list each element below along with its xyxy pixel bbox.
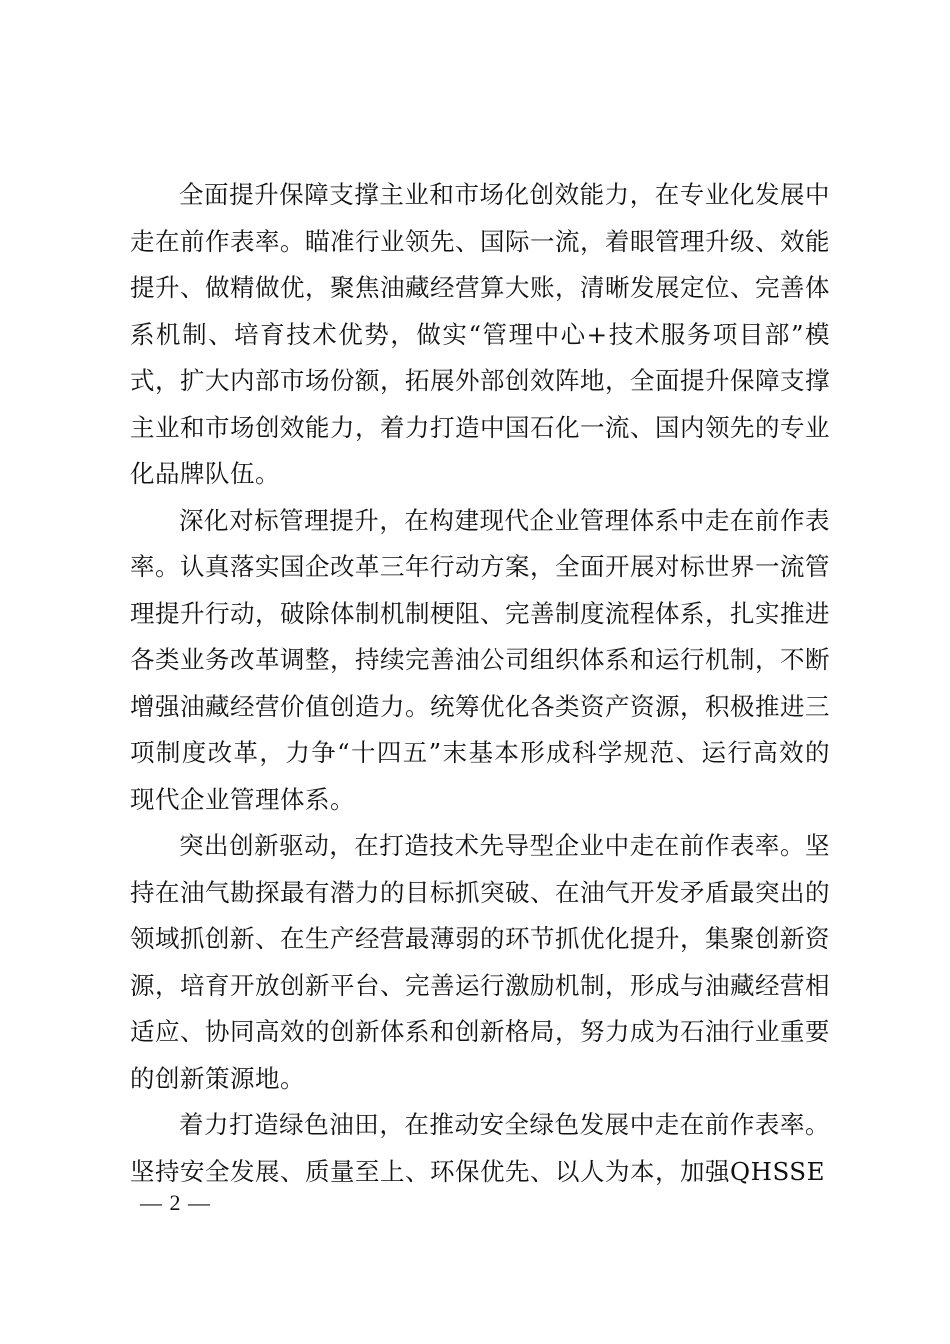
paragraph-green-oilfield: 着力打造绿色油田，在推动安全绿色发展中走在前作表率。坚持安全发展、质量至上、环保优先、以人为本，加强QHSSE bbox=[130, 1110, 830, 1186]
paragraph-innovation: 突出创新驱动，在打造技术先导型企业中走在前作表率。坚持在油气勘探最有潜力的目标抓突破、在油气开发矛盾最突出的领域抓创新、在生产经营最薄弱的环节抓优化提升，集聚创新资源，培育开放创新平台、完善运行激励机制，形成与油藏经营相适应、协同高效的创新体系和创新格局，努力成为石油行业重要的创新策源地。 bbox=[130, 831, 830, 1093]
document-body bbox=[130, 172, 830, 1195]
page-number: — 2 — bbox=[140, 1190, 211, 1215]
paragraph-management-system: 深化对标管理提升，在构建现代企业管理体系中走在前作表率。认真落实国企改革三年行动方案，全面开展对标世界一流管理提升行动，破除体制机制梗阻、完善制度流程体系，扎实推进各类业务改革调整，持续完善油公司组织体系和运行机制，不断增强油藏经营价值创造力。统筹优化各类资产资源，积极推进三项制度改革，力争“十四五”末基本形成科学规范、运行高效的现代企业管理体系。 bbox=[130, 505, 830, 814]
paragraph-professionalization: 全面提升保障支撑主业和市场化创效能力，在专业化发展中走在前作表率。瞄准行业领先、国际一流，着眼管理升级、效能提升、做精做优，聚焦油藏经营算大账，清晰发展定位、完善体系机制、培育技术优势，做实“管理中心+技术服务项目部”模式，扩大内部市场份额，拓展外部创效阵地，全面提升保障支撑主业和市场创效能力，着力打造中国石化一流、国内领先的专业化品牌队伍。 bbox=[130, 180, 830, 488]
